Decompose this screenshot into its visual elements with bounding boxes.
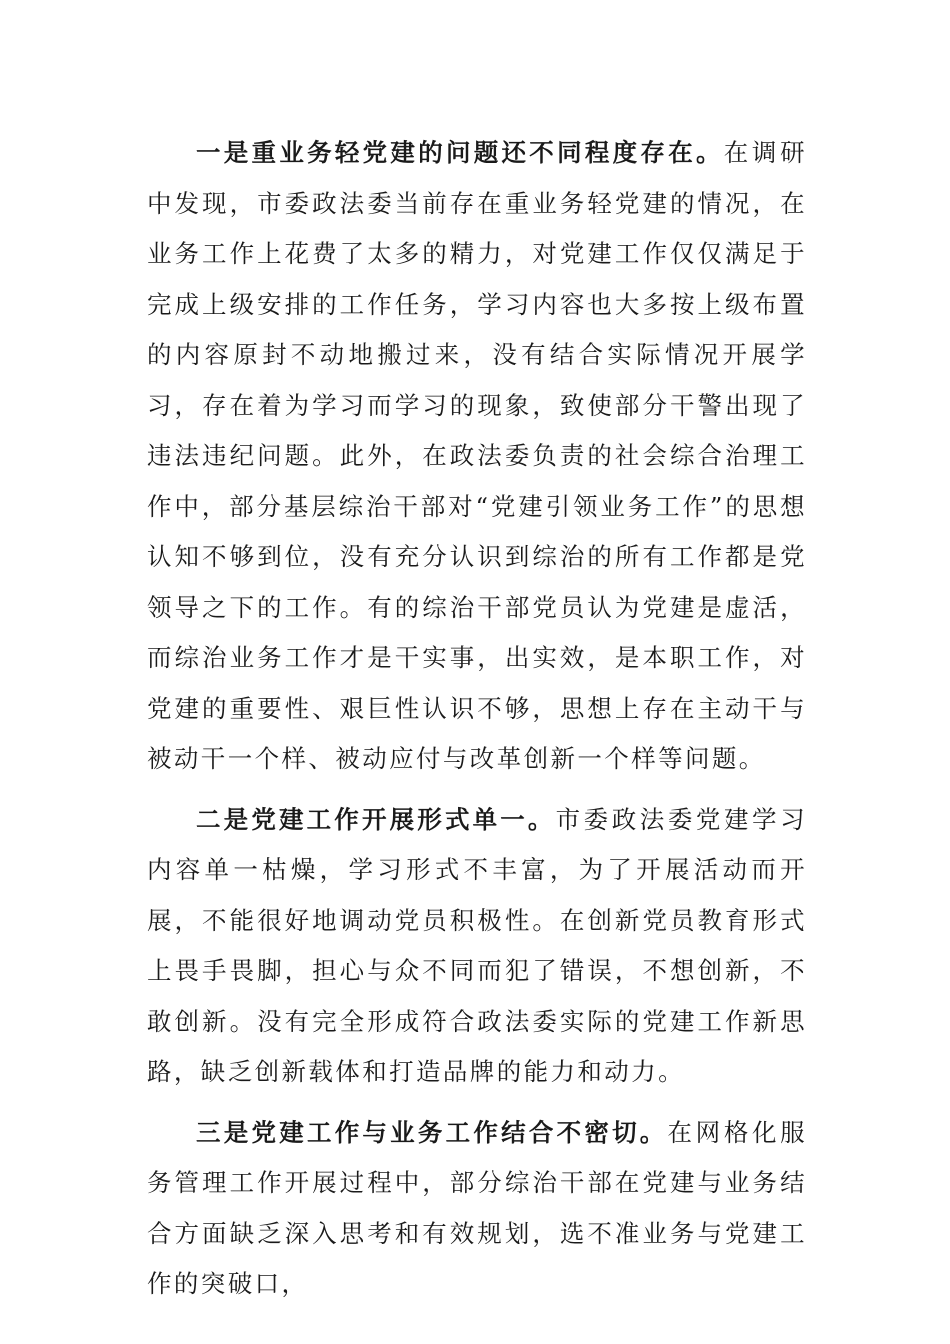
paragraph-1-heading: 一是重业务轻党建的问题还不同程度存在。	[196, 138, 724, 167]
paragraph-2-text: 市委政法委党建学习内容单一枯燥，学习形式不丰富，为了开展活动而开展，不能很好地调动党员积极性。在创新党员教育形式上畏手畏脚，担心与众不同而犯了错误，不想创新，不敢创新。没有完全形成符合政法委实际的党建工作新思路，缺乏创新载体和打造品牌的能力和动力。	[147, 804, 808, 1086]
paragraph-3	[147, 1108, 807, 1310]
paragraph-1	[147, 128, 807, 785]
paragraph-1-text: 在调研中发现，市委政法委当前存在重业务轻党建的情况，在业务工作上花费了太多的精力，对党建工作仅仅满足于完成上级安排的工作任务，学习内容也大多按上级布置的内容原封不动地搬过来，没有结合实际情况开展学习，存在着为学习而学习的现象，致使部分干警出现了违法违纪问题。此外，在政法委负责的社会综合治理工作中，部分基层综治干部对“党建引领业务工作”的思想认知不够到位，没有充分认识到综治的所有工作都是党领导之下的工作。有的综治干部党员认为党建是虚活，而综治业务工作才是干实事，出实效，是本职工作，对党建的重要性、艰巨性认识不够，思想上存在主动干与被动干一个样、被动应付与改革创新一个样等问题。	[147, 138, 808, 773]
paragraph-3-text: 在网格化服务管理工作开展过程中，部分综治干部在党建与业务结合方面缺乏深入思考和有效规划，选不准业务与党建工作的突破口，	[147, 1117, 807, 1298]
paragraph-2	[147, 795, 807, 1098]
paragraph-3-heading: 三是党建工作与业务工作结合不密切。	[196, 1117, 668, 1147]
paragraph-2-heading: 二是党建工作开展形式单一。	[196, 804, 556, 834]
document-body	[147, 128, 807, 1320]
